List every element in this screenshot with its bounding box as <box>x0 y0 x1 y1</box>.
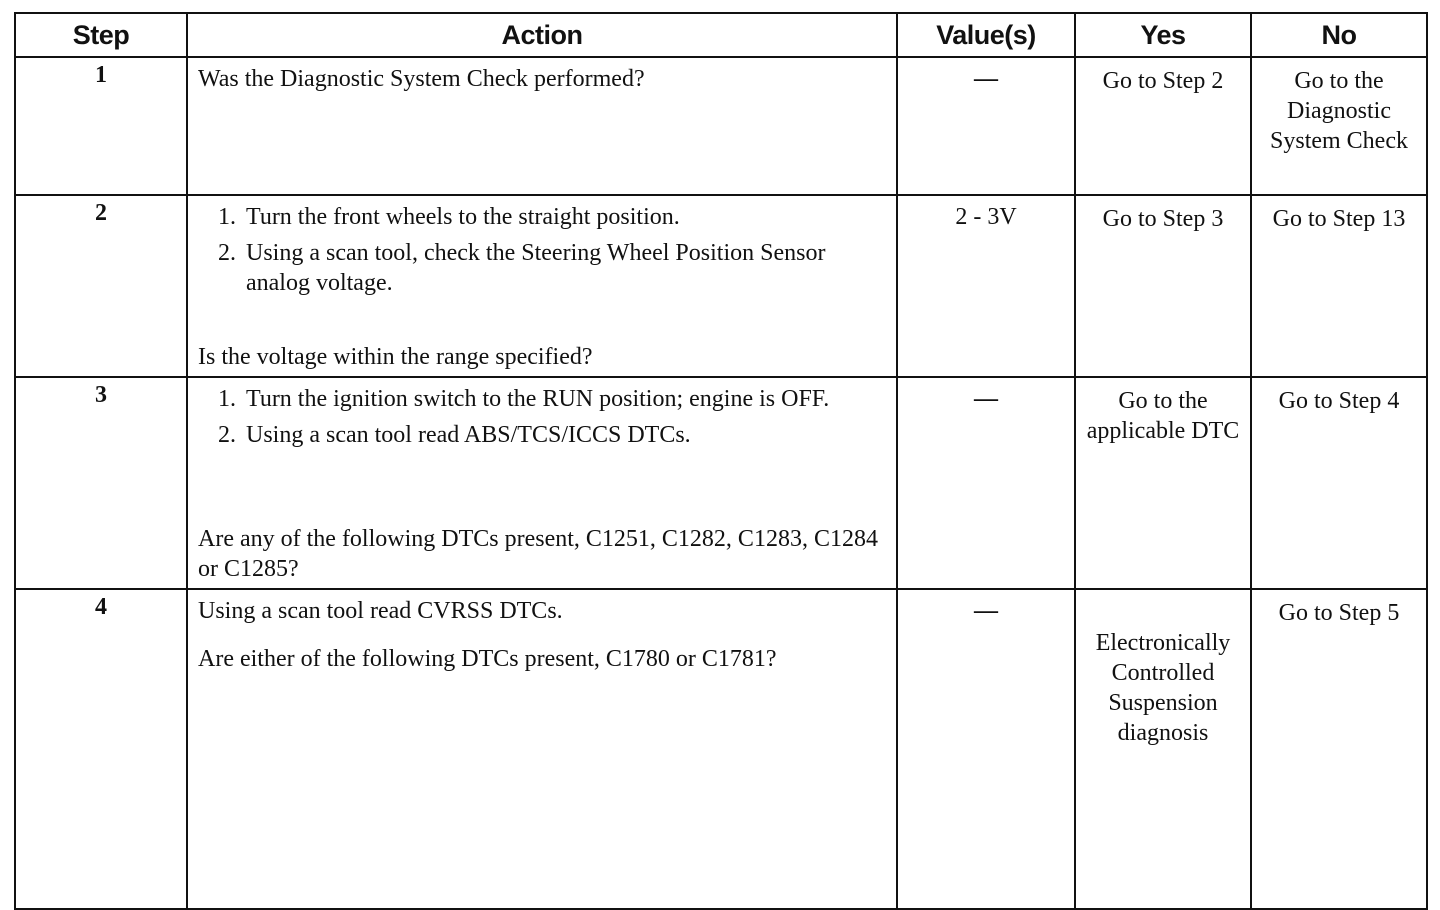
action-content <box>198 384 886 584</box>
no-cell: Go to Step 5 <box>1251 589 1427 909</box>
table-row <box>15 57 1427 195</box>
substep-item: 2. Using a scan tool read ABS/TCS/ICCS DTCs. <box>242 420 886 450</box>
action-question: Are either of the following DTCs present, C1780 or C1781? <box>198 646 777 672</box>
step-number: 2 <box>15 195 187 377</box>
no-cell: Go to Step 4 <box>1251 377 1427 589</box>
header-step: Step <box>15 13 187 57</box>
yes-cell: Go to the applicable DTC <box>1075 377 1251 589</box>
no-cell: Go to the Diagnostic System Check <box>1251 57 1427 195</box>
value-text: 2 - 3V <box>955 204 1017 230</box>
value-cell <box>897 57 1075 195</box>
action-text: Was the Diagnostic System Check performed? <box>198 66 645 92</box>
yes-cell: Go to Step 3 <box>1075 195 1251 377</box>
header-row <box>15 13 1427 57</box>
table-row <box>15 589 1427 909</box>
action-cell <box>187 589 897 909</box>
yes-cell: Go to Step 2 <box>1075 57 1251 195</box>
substep-item: 2. Using a scan tool, check the Steering Wheel Position Sensor analog voltage. <box>242 238 886 298</box>
header-no: No <box>1251 13 1427 57</box>
action-content <box>198 202 886 372</box>
action-text: Using a scan tool read CVRSS DTCs. <box>198 598 563 624</box>
action-question: Is the voltage within the range specified? <box>198 344 593 370</box>
substep-item: 1. Turn the front wheels to the straight position. <box>242 202 886 232</box>
action-cell <box>187 377 897 589</box>
value-cell <box>897 589 1075 909</box>
value-cell <box>897 195 1075 377</box>
action-cell <box>187 57 897 195</box>
step-number: 1 <box>15 57 187 195</box>
yes-cell: Electronically Controlled Suspension diagnosis <box>1075 589 1251 909</box>
substep-item: 1. Turn the ignition switch to the RUN position; engine is OFF. <box>242 384 886 414</box>
diagnostic-table <box>14 12 1428 910</box>
value-text: — <box>974 66 998 92</box>
value-text: — <box>974 386 998 412</box>
header-values: Value(s) <box>897 13 1075 57</box>
no-cell: Go to Step 13 <box>1251 195 1427 377</box>
substep-list <box>198 202 886 304</box>
value-text: — <box>974 598 998 624</box>
value-cell <box>897 377 1075 589</box>
step-number: 4 <box>15 589 187 909</box>
table-row <box>15 195 1427 377</box>
table-row <box>15 377 1427 589</box>
step-number: 3 <box>15 377 187 589</box>
header-action: Action <box>187 13 897 57</box>
substep-list <box>198 384 886 456</box>
header-yes: Yes <box>1075 13 1251 57</box>
action-cell <box>187 195 897 377</box>
action-question: Are any of the following DTCs present, C1251, C1282, C1283, C1284 or C1285? <box>198 526 878 582</box>
